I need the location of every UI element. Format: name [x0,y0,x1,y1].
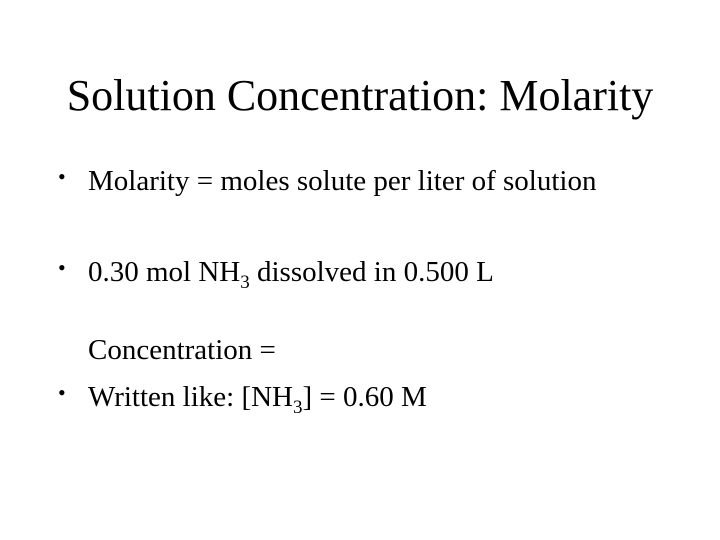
notation-text-post: ] = 0.60 M [302,381,427,413]
bullet-molarity-definition: Molarity = moles solute per liter of solution [88,165,597,197]
example-text-pre: 0.30 mol NH [88,256,241,288]
bullet-marker: • [58,380,66,405]
example-subscript: 3 [240,272,250,293]
slide-title: Solution Concentration: Molarity [66,71,654,120]
bullet-marker: • [58,164,66,189]
bullet-notation [88,379,427,418]
concentration-line: Concentration = [88,334,276,366]
notation-text-pre: Written like: [NH [88,381,293,413]
notation-subscript: 3 [293,397,303,418]
example-text-post: dissolved in 0.500 L [249,256,494,288]
bullet-marker: • [58,255,66,280]
bullet-example [88,254,494,293]
